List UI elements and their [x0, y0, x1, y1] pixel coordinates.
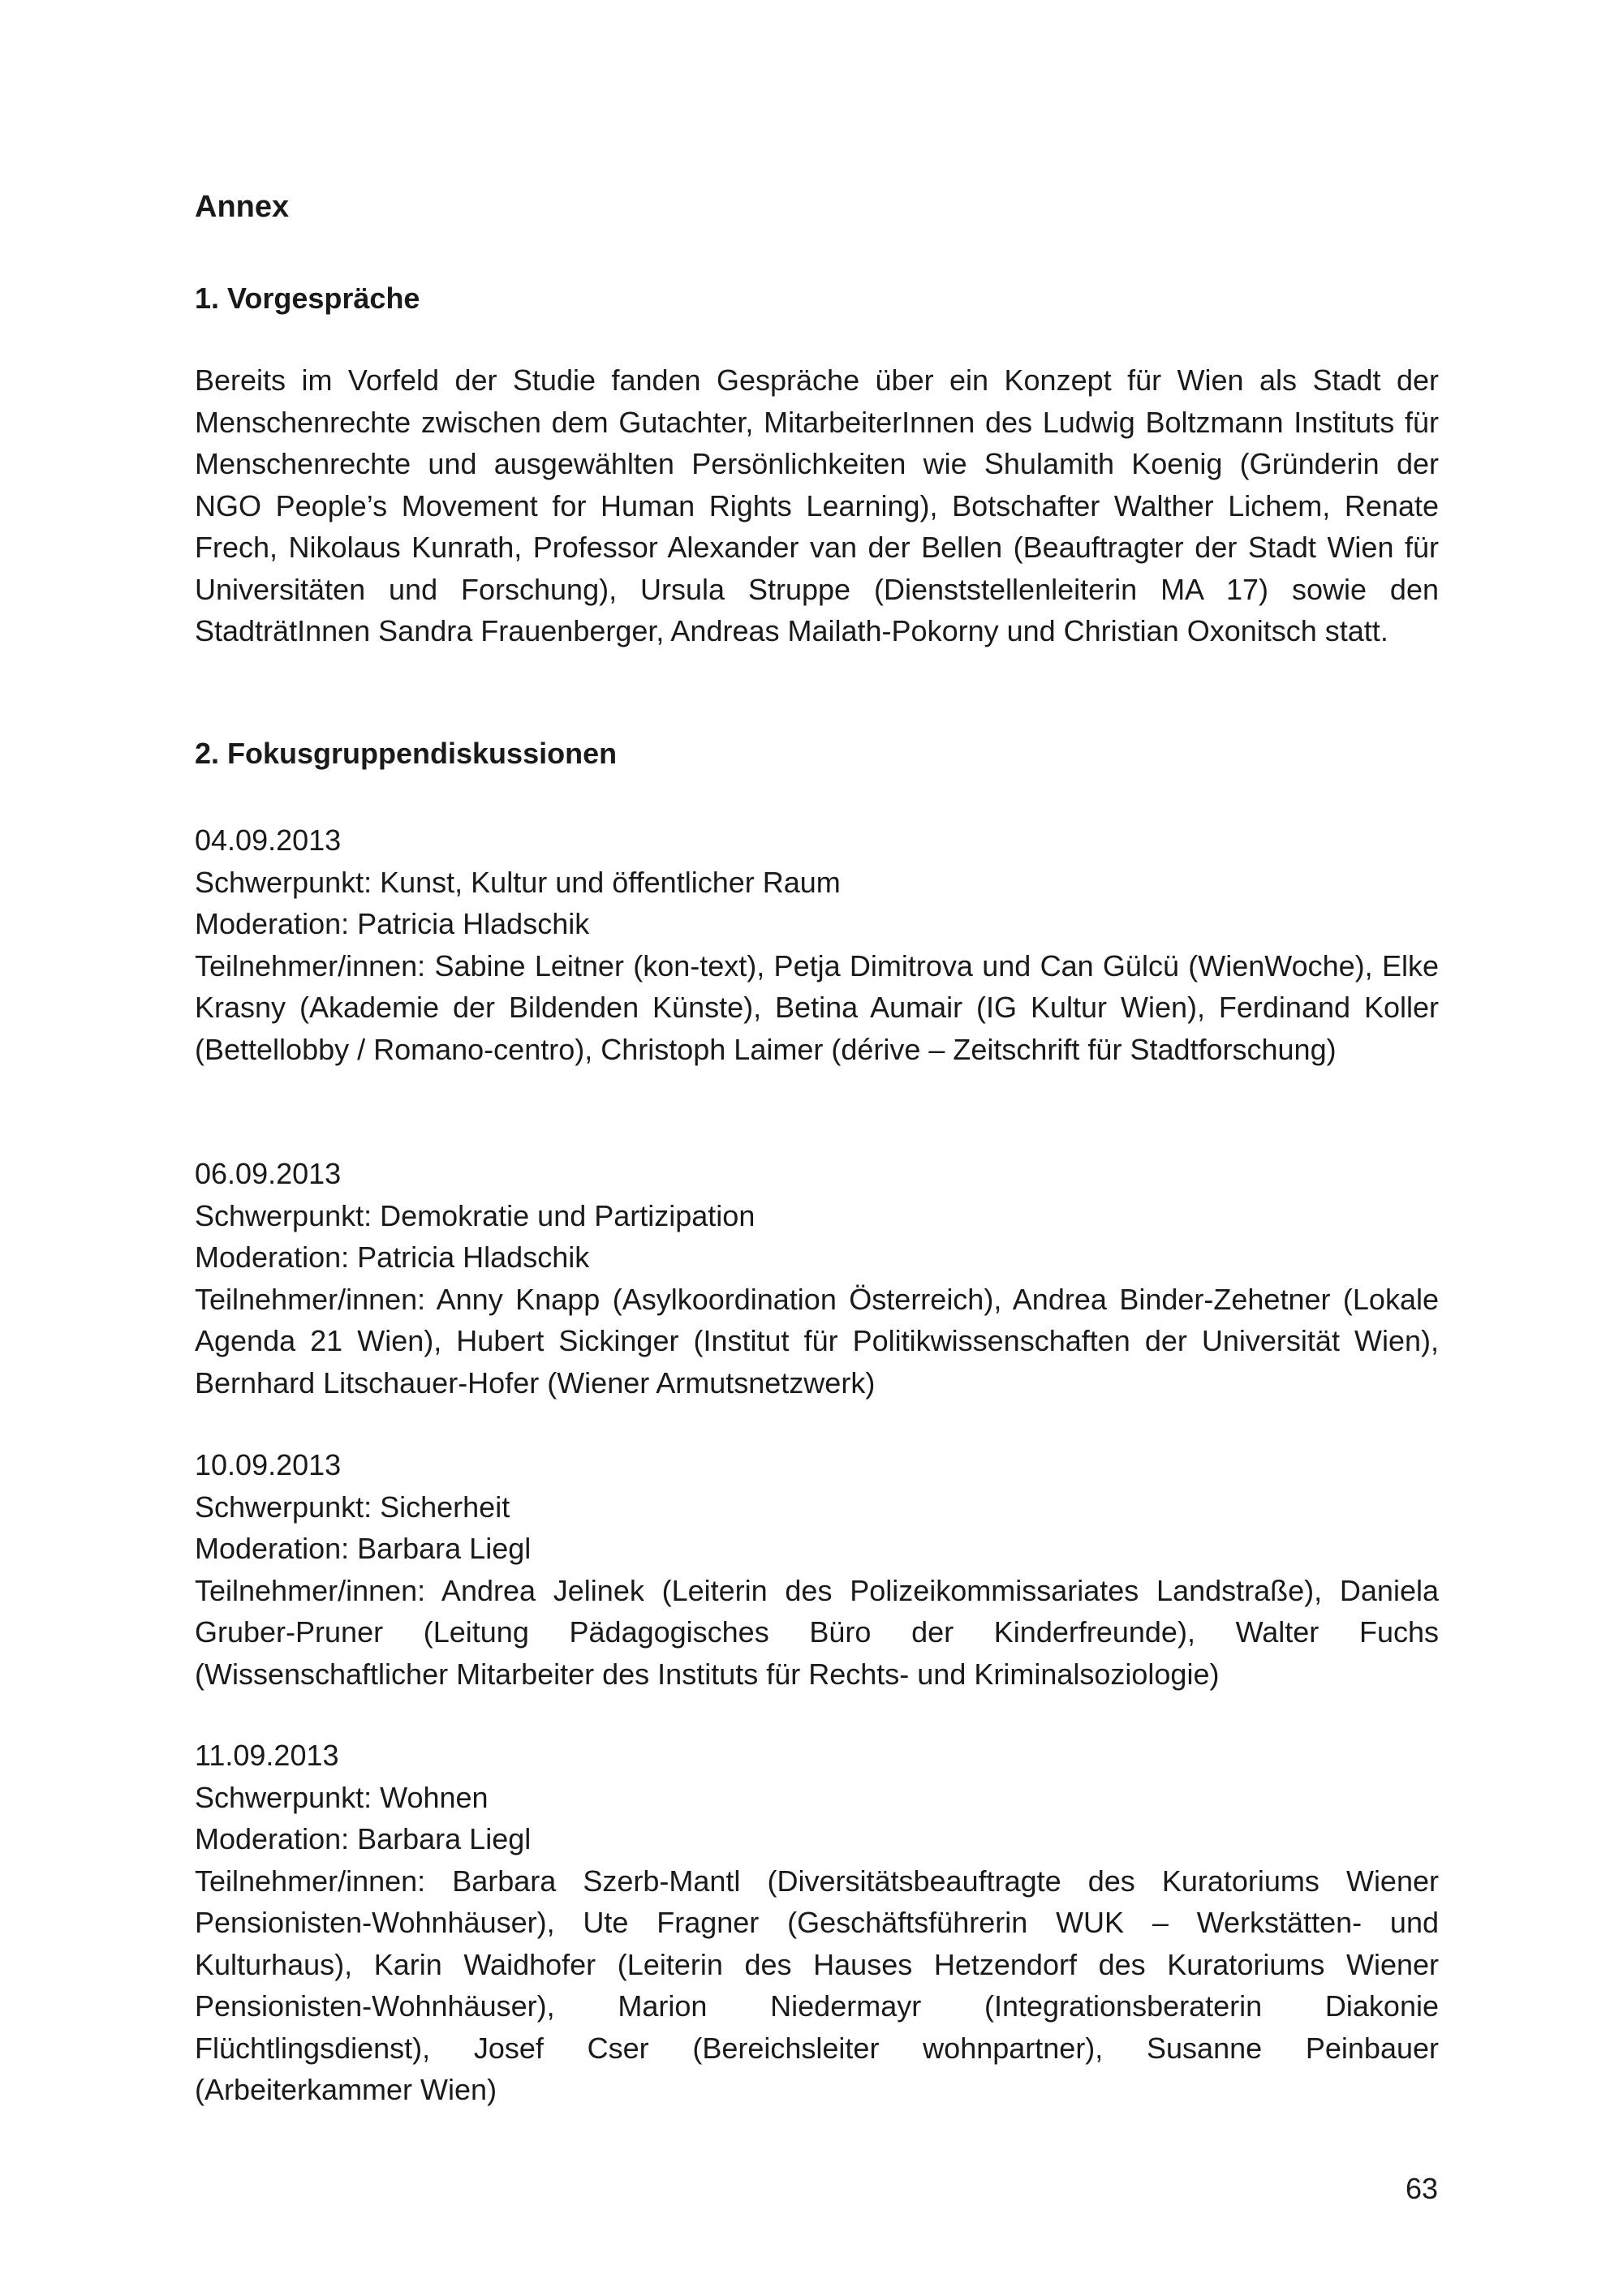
focus-group-session: [195, 1444, 1439, 1695]
session-date: 11.09.2013: [195, 1739, 339, 1772]
session-moderation: Moderation: Barbara Liegl: [195, 1532, 532, 1565]
session-participants: Teilnehmer/innen: Barbara Szerb-Mantl (Diversitätsbeauftragte des Kuratoriums Wiener Pensionisten-Wohnhäuser), Ute Fragner (Geschäftsführerin WUK – Werkstätten- und Kulturhaus), Karin Waidhofer (Leiterin des Hauses Hetzendorf des Kuratoriums Wiener Pensionisten-Wohnhäuser), Marion Niedermayr (Integrationsberaterin Diakonie Flüchtlingsdienst), Josef Cser (Bereichsleiter wohnpartner), Susanne Peinbauer (Arbeiterkammer Wien): [195, 1864, 1439, 2106]
page-number: 63: [1405, 2172, 1438, 2205]
session-moderation: Moderation: Barbara Liegl: [195, 1822, 532, 1855]
section-heading-fokusgruppen: 2. Fokusgruppendiskussionen: [195, 737, 618, 770]
session-focus: Schwerpunkt: Demokratie und Partizipation: [195, 1198, 756, 1232]
session-focus: Schwerpunkt: Wohnen: [195, 1780, 489, 1814]
session-focus: Schwerpunkt: Kunst, Kultur und öffentlicher Raum: [195, 865, 841, 899]
session-focus: Schwerpunkt: Sicherheit: [195, 1490, 510, 1524]
focus-group-session: [195, 819, 1439, 1070]
session-date: 04.09.2013: [195, 823, 342, 857]
session-moderation: Moderation: Patricia Hladschik: [195, 907, 590, 940]
focus-group-session: [195, 1153, 1439, 1404]
focus-group-session: [195, 1735, 1439, 2111]
session-moderation: Moderation: Patricia Hladschik: [195, 1240, 590, 1274]
session-date: 06.09.2013: [195, 1157, 342, 1190]
section-body-vorgespraeche: Bereits im Vorfeld der Studie fanden Gespräche über ein Konzept für Wien als Stadt der Menschenrechte zwischen dem Gutachter, MitarbeiterInnen des Ludwig Boltzmann Instituts für Menschenrechte und ausgewählten Persönlichkeiten wie Shulamith Koenig (Gründerin der NGO People’s Movement for Human Rights Learning), Botschafter Walther Lichem, Renate Frech, Nikolaus Kunrath, Professor Alexander van der Bellen (Beauftragter der Stadt Wien für Universitäten und Forschung), Ursula Struppe (Dienststellenleiterin MA 17) sowie den StadträtInnen Sandra Frauenberger, Andreas Mailath-Pokorny und Christian Oxonitsch statt.: [195, 363, 1439, 647]
session-date: 10.09.2013: [195, 1448, 342, 1481]
session-participants: Teilnehmer/innen: Andrea Jelinek (Leiterin des Polizeikommissariates Landstraße), Daniela Gruber-Pruner (Leitung Pädagogisches Büro der Kinderfreunde), Walter Fuchs (Wissenschaftlicher Mitarbeiter des Instituts für Rechts- und Kriminalsoziologie): [195, 1573, 1439, 1691]
annex-title: Annex: [195, 190, 290, 224]
session-participants: Teilnehmer/innen: Anny Knapp (Asylkoordination Österreich), Andrea Binder-Zehetner (Lokale Agenda 21 Wien), Hubert Sickinger (Institut für Politikwissenschaften der Universität Wien), Bernhard Litschauer-Hofer (Wiener Armutsnetzwerk): [195, 1282, 1439, 1400]
section-heading-vorgespraeche: 1. Vorgespräche: [195, 282, 420, 315]
session-participants: Teilnehmer/innen: Sabine Leitner (kon-text), Petja Dimitrova und Can Gülcü (WienWoche), Elke Krasny (Akademie der Bildenden Künste), Betina Aumair (IG Kultur Wien), Ferdinand Koller (Bettellobby / Romano-centro), Christoph Laimer (dérive – Zeitschrift für Stadtforschung): [195, 948, 1439, 1066]
